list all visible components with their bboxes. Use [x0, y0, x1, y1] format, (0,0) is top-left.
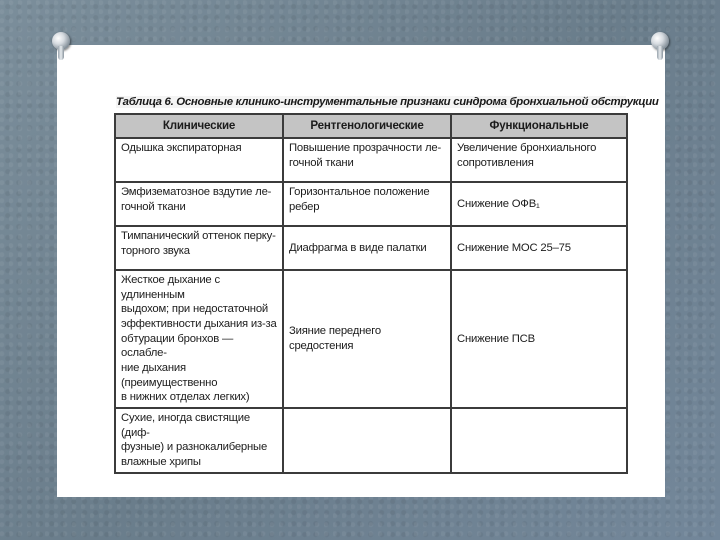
table-row [115, 408, 627, 473]
cell-radiological: Зияние переднего средостения [283, 270, 451, 408]
pushpin-icon [52, 32, 70, 50]
table-row [115, 138, 627, 182]
symptoms-table [114, 113, 628, 474]
table-header-row [115, 114, 627, 138]
table-row [115, 226, 627, 270]
cell-functional: Снижение МОС 25–75 [451, 226, 627, 270]
cell-radiological: Повышение прозрачности ле- гочной ткани [283, 138, 451, 182]
cell-radiological [283, 408, 451, 473]
table-container [114, 96, 659, 474]
cell-clinical: Тимпанический оттенок перку- торного звука [115, 226, 283, 270]
cell-radiological: Горизонтальное положение ребер [283, 182, 451, 226]
cell-functional: Снижение ОФВ₁ [451, 182, 627, 226]
table-row [115, 182, 627, 226]
header-radiological: Рентгенологические [283, 114, 451, 138]
pushpin-icon [651, 32, 669, 50]
table-caption: Таблица 6. Основные клинико-инструментальные признаки синдрома бронхиальной обструкции [116, 96, 659, 108]
cell-radiological: Диафрагма в виде палатки [283, 226, 451, 270]
cell-clinical: Жесткое дыхание с удлиненным выдохом; при недостаточной эффективности дыхания из-за обтурации бронхов — ослабле- ние дыхания (преимущественно в нижних отделах легких) [115, 270, 283, 408]
cell-functional [451, 408, 627, 473]
cell-clinical: Одышка экспираторная [115, 138, 283, 182]
header-functional: Функциональные [451, 114, 627, 138]
cell-clinical: Эмфизематозное вздутие ле- гочной ткани [115, 182, 283, 226]
cell-clinical: Сухие, иногда свистящие (диф- фузные) и разнокалиберные влажные хрипы [115, 408, 283, 473]
header-clinical: Клинические [115, 114, 283, 138]
cell-functional: Снижение ПСВ [451, 270, 627, 408]
table-row [115, 270, 627, 408]
cell-functional: Увеличение бронхиального сопротивления [451, 138, 627, 182]
